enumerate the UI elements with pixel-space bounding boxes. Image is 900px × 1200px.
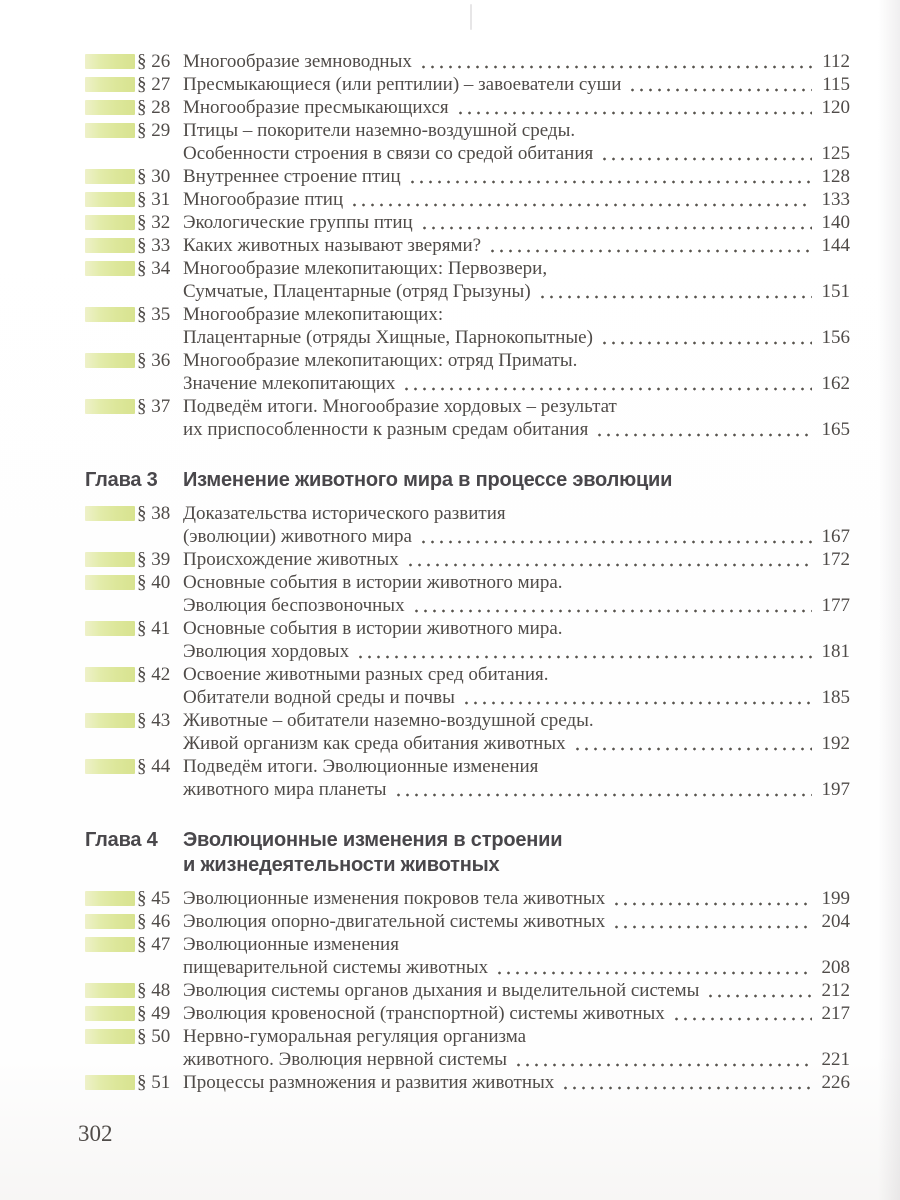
entry-line [183, 96, 850, 119]
entry-line [183, 165, 850, 188]
entry-line [183, 395, 850, 418]
entry-title: Птицы – покорители наземно-воздушной среды. [183, 120, 576, 141]
entry-line [183, 326, 850, 349]
chapter-label: Глава 3 [85, 469, 158, 491]
toc-entry [85, 548, 850, 571]
entry-title: Доказательства исторического развития [183, 503, 506, 524]
toc-entry [85, 119, 850, 165]
section-number: § 51 [137, 1072, 171, 1093]
highlight-marker-icon [85, 399, 135, 414]
entry-page-number: 156 [821, 327, 850, 348]
entry-title: Живой организм как среда обитания животных [183, 733, 566, 754]
section-number: § 37 [137, 396, 171, 417]
toc-entry [85, 211, 850, 234]
section-number: § 46 [137, 911, 171, 932]
entry-title: Эволюционные изменения покровов тела животных [183, 888, 606, 909]
entry-body [183, 96, 850, 119]
entry-page-number: 192 [821, 733, 850, 754]
entry-body [183, 188, 850, 211]
entry-title: их приспособленности к разным средам обитания [183, 419, 589, 440]
entry-title: Нервно-гуморальная регуляция организма [183, 1026, 527, 1047]
toc-entry [85, 234, 850, 257]
highlight-marker-icon [85, 1006, 135, 1021]
entry-title: Эволюция беспозвоночных [183, 595, 405, 616]
entry-line [183, 979, 850, 1002]
toc-entry [85, 663, 850, 709]
entry-page-number: 226 [821, 1072, 850, 1093]
entry-page-number: 151 [821, 281, 850, 302]
section-number: § 30 [137, 166, 171, 187]
entry-page-number: 165 [821, 419, 850, 440]
entry-title: Сумчатые, Плацентарные (отряд Грызуны) [183, 281, 531, 302]
entry-title: Экологические группы птиц [183, 212, 413, 233]
dot-leader [456, 96, 812, 119]
entry-body [183, 617, 850, 663]
toc-entry [85, 755, 850, 801]
entry-page-number: 185 [821, 687, 850, 708]
highlight-marker-icon [85, 238, 135, 253]
entry-body [183, 257, 850, 303]
chapter-title [183, 468, 850, 493]
entry-title: Основные события в истории животного мира. [183, 572, 563, 593]
highlight-marker-icon [85, 54, 135, 69]
highlight-marker-icon [85, 1029, 135, 1044]
entry-title: Многообразие пресмыкающихся [183, 97, 449, 118]
dot-leader [495, 956, 812, 979]
chapter-title-line: Изменение животного мира в процессе эволюции [183, 469, 673, 491]
entry-line [183, 257, 850, 280]
highlight-marker-icon [85, 215, 135, 230]
toc-entry [85, 50, 850, 73]
dot-leader [488, 234, 812, 257]
entry-title: Процессы размножения и развития животных [183, 1072, 555, 1093]
highlight-marker-icon [85, 1075, 135, 1090]
dot-leader [462, 686, 812, 709]
chapter-title-line: Эволюционные изменения в строении [183, 829, 563, 851]
entry-page-number: 177 [821, 595, 850, 616]
entry-page-number: 212 [821, 980, 850, 1001]
highlight-marker-icon [85, 914, 135, 929]
dot-leader [356, 640, 812, 663]
dot-leader [628, 73, 812, 96]
highlight-marker-icon [85, 77, 135, 92]
entry-page-number: 221 [821, 1049, 850, 1070]
highlight-marker-icon [85, 307, 135, 322]
entry-title: Эволюция системы органов дыхания и выделительной системы [183, 980, 700, 1001]
entry-line [183, 1071, 850, 1094]
section-number: § 35 [137, 304, 171, 325]
entry-title: животного мира планеты [183, 779, 387, 800]
scan-artifact [470, 4, 472, 30]
entry-title: Подведём итоги. Эволюционные изменения [183, 756, 539, 777]
dot-leader [419, 525, 812, 548]
dot-leader [672, 1002, 812, 1025]
entry-body [183, 1025, 850, 1071]
entry-title: Каких животных называют зверями? [183, 235, 482, 256]
entry-body [183, 50, 850, 73]
entry-body [183, 910, 850, 933]
entry-page-number: 140 [821, 212, 850, 233]
section-number: § 42 [137, 664, 171, 685]
entry-title: Эволюция хордовых [183, 641, 350, 662]
section-number: § 39 [137, 549, 171, 570]
entry-title: Особенности строения в связи со средой обитания [183, 143, 594, 164]
entry-body [183, 979, 850, 1002]
toc-entry [85, 73, 850, 96]
entry-page-number: 125 [821, 143, 850, 164]
entry-title: Плацентарные (отряды Хищные, Парнокопытные) [183, 327, 593, 348]
section-number: § 43 [137, 710, 171, 731]
chapter-title [183, 828, 850, 878]
dot-leader [600, 326, 812, 349]
entry-body [183, 933, 850, 979]
entry-line [183, 709, 850, 732]
highlight-marker-icon [85, 713, 135, 728]
entry-title: Многообразие млекопитающих: [183, 304, 444, 325]
chapter-label: Глава 4 [85, 829, 158, 851]
entry-body [183, 211, 850, 234]
entry-body [183, 709, 850, 755]
entry-title: Эволюция кровеносной (транспортной) системы животных [183, 1003, 665, 1024]
entry-page-number: 204 [821, 911, 850, 932]
dot-leader [412, 594, 812, 617]
section-number: § 45 [137, 888, 171, 909]
entry-line [183, 303, 850, 326]
entry-line [183, 142, 850, 165]
section-number: § 38 [137, 503, 171, 524]
toc-entry [85, 188, 850, 211]
dot-leader [595, 418, 812, 441]
highlight-marker-icon [85, 667, 135, 682]
entry-line [183, 188, 850, 211]
section-number: § 49 [137, 1003, 171, 1024]
entry-body [183, 73, 850, 96]
entry-page-number: 133 [821, 189, 850, 210]
entry-page-number: 115 [822, 74, 850, 95]
entry-title: Эволюционные изменения [183, 934, 399, 955]
entry-line [183, 640, 850, 663]
entry-page-number: 144 [821, 235, 850, 256]
toc-entry [85, 96, 850, 119]
entry-line [183, 732, 850, 755]
chapter-title-line: и жизнедеятельности животных [183, 854, 500, 876]
dot-leader [612, 887, 812, 910]
entry-body [183, 887, 850, 910]
entry-line [183, 349, 850, 372]
highlight-marker-icon [85, 937, 135, 952]
entry-line [183, 887, 850, 910]
dot-leader [394, 778, 812, 801]
entry-line [183, 956, 850, 979]
entry-line [183, 778, 850, 801]
entry-line [183, 1048, 850, 1071]
entry-line [183, 418, 850, 441]
toc-entry [85, 349, 850, 395]
entry-line [183, 234, 850, 257]
toc-entry [85, 257, 850, 303]
entry-title: Пресмыкающиеся (или рептилии) – завоеватели суши [183, 74, 622, 95]
entry-title: Подведём итоги. Многообразие хордовых – результат [183, 396, 617, 417]
entry-line [183, 1002, 850, 1025]
section-number: § 26 [137, 51, 171, 72]
entry-title: Обитатели водной среды и почвы [183, 687, 455, 708]
highlight-marker-icon [85, 192, 135, 207]
section-number: § 28 [137, 97, 171, 118]
toc-list [85, 50, 850, 1094]
section-number: § 34 [137, 258, 171, 279]
entry-line [183, 73, 850, 96]
entry-page-number: 217 [821, 1003, 850, 1024]
toc-entry [85, 933, 850, 979]
highlight-marker-icon [85, 552, 135, 567]
section-number: § 36 [137, 350, 171, 371]
entry-body [183, 165, 850, 188]
entry-title: Внутреннее строение птиц [183, 166, 401, 187]
entry-line [183, 280, 850, 303]
dot-leader [573, 732, 812, 755]
entry-page-number: 120 [821, 97, 850, 118]
entry-line [183, 686, 850, 709]
entry-title: Многообразие птиц [183, 189, 344, 210]
entry-line [183, 1025, 850, 1048]
entry-page-number: 128 [821, 166, 850, 187]
entry-page-number: 199 [821, 888, 850, 909]
dot-leader [561, 1071, 812, 1094]
highlight-marker-icon [85, 621, 135, 636]
highlight-marker-icon [85, 123, 135, 138]
entry-line [183, 211, 850, 234]
highlight-marker-icon [85, 506, 135, 521]
entry-page-number: 208 [821, 957, 850, 978]
section-number: § 31 [137, 189, 171, 210]
entry-line [183, 663, 850, 686]
entry-line [183, 755, 850, 778]
entry-page-number: 167 [821, 526, 850, 547]
highlight-marker-icon [85, 891, 135, 906]
entry-body [183, 1071, 850, 1094]
entry-line [183, 594, 850, 617]
highlight-marker-icon [85, 353, 135, 368]
dot-leader [538, 280, 812, 303]
entry-body [183, 1002, 850, 1025]
highlight-marker-icon [85, 759, 135, 774]
toc-entry [85, 1002, 850, 1025]
highlight-marker-icon [85, 261, 135, 276]
entry-title: Эволюция опорно-двигательной системы животных [183, 911, 606, 932]
entry-body [183, 395, 850, 441]
section-number: § 44 [137, 756, 171, 777]
entry-body [183, 119, 850, 165]
page-footer-number: 302 [78, 1121, 113, 1146]
entry-body [183, 548, 850, 571]
entry-title: животного. Эволюция нервной системы [183, 1049, 508, 1070]
entry-title: Многообразие млекопитающих: Первозвери, [183, 258, 548, 279]
section-number: § 50 [137, 1026, 171, 1047]
dot-leader [600, 142, 812, 165]
section-number: § 29 [137, 120, 171, 141]
section-number: § 32 [137, 212, 171, 233]
section-number: § 47 [137, 934, 171, 955]
chapter-heading [85, 468, 850, 493]
entry-title: Происхождение животных [183, 549, 399, 570]
entry-line [183, 119, 850, 142]
entry-body [183, 349, 850, 395]
entry-body [183, 502, 850, 548]
dot-leader [402, 372, 812, 395]
entry-page-number: 112 [822, 51, 850, 72]
toc-entry [85, 910, 850, 933]
chapter-heading [85, 828, 850, 878]
entry-title: Основные события в истории животного мира. [183, 618, 563, 639]
section-number: § 27 [137, 74, 171, 95]
highlight-marker-icon [85, 983, 135, 998]
highlight-marker-icon [85, 575, 135, 590]
entry-page-number: 172 [821, 549, 850, 570]
entry-title: Животные – обитатели наземно-воздушной среды. [183, 710, 594, 731]
toc-entry [85, 617, 850, 663]
entry-title: Многообразие земноводных [183, 51, 412, 72]
section-number: § 40 [137, 572, 171, 593]
entry-title: Значение млекопитающих [183, 373, 396, 394]
entry-body [183, 234, 850, 257]
toc-entry [85, 979, 850, 1002]
entry-line [183, 617, 850, 640]
dot-leader [406, 548, 812, 571]
toc-entry [85, 502, 850, 548]
dot-leader [420, 211, 812, 234]
toc-entry [85, 1071, 850, 1094]
toc-entry [85, 887, 850, 910]
highlight-marker-icon [85, 169, 135, 184]
entry-line [183, 548, 850, 571]
entry-line [183, 372, 850, 395]
entry-body [183, 755, 850, 801]
section-number: § 33 [137, 235, 171, 256]
entry-title: Освоение животными разных сред обитания. [183, 664, 549, 685]
entry-body [183, 571, 850, 617]
dot-leader [408, 165, 812, 188]
dot-leader [612, 910, 812, 933]
section-number: § 48 [137, 980, 171, 1001]
toc-entry [85, 1025, 850, 1071]
toc-entry [85, 303, 850, 349]
toc-entry [85, 709, 850, 755]
entry-line [183, 910, 850, 933]
toc-entry [85, 395, 850, 441]
entry-title: (эволюции) животного мира [183, 526, 412, 547]
toc-entry [85, 571, 850, 617]
entry-body [183, 663, 850, 709]
entry-title: Многообразие млекопитающих: отряд Приматы. [183, 350, 578, 371]
entry-title: пищеварительной системы животных [183, 957, 489, 978]
dot-leader [350, 188, 812, 211]
dot-leader [419, 50, 812, 73]
toc-entry [85, 165, 850, 188]
entry-page-number: 181 [821, 641, 850, 662]
entry-line [183, 571, 850, 594]
dot-leader [706, 979, 812, 1002]
entry-line [183, 502, 850, 525]
entry-line [183, 525, 850, 548]
entry-line [183, 50, 850, 73]
entry-line [183, 933, 850, 956]
entry-body [183, 303, 850, 349]
dot-leader [514, 1048, 812, 1071]
section-number: § 41 [137, 618, 171, 639]
entry-page-number: 162 [821, 373, 850, 394]
entry-page-number: 197 [821, 779, 850, 800]
highlight-marker-icon [85, 100, 135, 115]
